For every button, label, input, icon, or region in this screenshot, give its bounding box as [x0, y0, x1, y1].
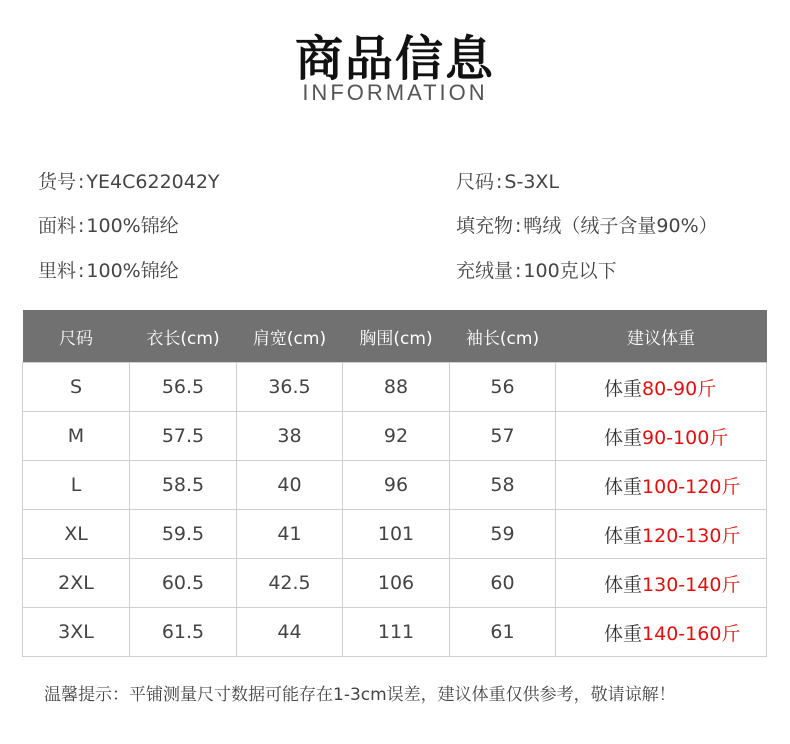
weight-label: 体重: [604, 475, 643, 498]
info-item-fabric: 面料 : 100%锦纶: [38, 215, 179, 237]
info-item-article-number: 货号 : YE4C622042Y: [38, 171, 220, 193]
cell-shoulder: 40: [237, 461, 343, 510]
cell-size: L: [23, 461, 130, 510]
cell-shoulder: 38: [237, 412, 343, 461]
info-value: 鸭绒（绒子含量90%）: [523, 215, 718, 237]
table-row: [23, 412, 767, 461]
cell-shoulder: 42.5: [237, 559, 343, 608]
cell-size: S: [23, 363, 130, 412]
weight-label: 体重: [604, 377, 643, 400]
cell-sleeve: 56: [450, 363, 556, 412]
table-row: [23, 510, 767, 559]
cell-size: M: [23, 412, 130, 461]
cell-size: XL: [23, 510, 130, 559]
table-header-row: [23, 310, 767, 363]
cell-chest: 96: [343, 461, 450, 510]
cell-length: 58.5: [130, 461, 237, 510]
cell-weight: [556, 559, 767, 608]
info-item-lining: 里料 : 100%锦纶: [38, 260, 179, 282]
cell-shoulder: 36.5: [237, 363, 343, 412]
cell-weight: [556, 461, 767, 510]
cell-size: 3XL: [23, 608, 130, 657]
weight-range: 100-120斤: [642, 475, 741, 498]
cell-shoulder: 44: [237, 608, 343, 657]
info-label: 充绒量: [456, 260, 514, 282]
info-label: 面料: [38, 215, 77, 237]
table-row: [23, 608, 767, 657]
cell-length: 61.5: [130, 608, 237, 657]
weight-label: 体重: [604, 573, 643, 596]
info-value: 100%锦纶: [86, 215, 179, 237]
info-value: 100%锦纶: [86, 260, 179, 282]
cell-weight: [556, 363, 767, 412]
cell-weight: [556, 412, 767, 461]
page-subtitle: INFORMATION: [302, 80, 488, 105]
cell-length: 57.5: [130, 412, 237, 461]
cell-size: 2XL: [23, 559, 130, 608]
cell-sleeve: 59: [450, 510, 556, 559]
info-label: 尺码: [456, 171, 495, 193]
cell-chest: 92: [343, 412, 450, 461]
table-row: [23, 363, 767, 412]
info-item-fill-weight: 充绒量 : 100克以下: [456, 260, 617, 282]
cell-sleeve: 60: [450, 559, 556, 608]
column-header-shoulder: 肩宽(cm): [237, 310, 343, 363]
column-header-weight: 建议体重: [556, 310, 767, 363]
cell-weight: [556, 510, 767, 559]
table-row: [23, 461, 767, 510]
weight-range: 120-130斤: [642, 524, 741, 547]
weight-range: 80-90斤: [642, 377, 717, 400]
cell-length: 60.5: [130, 559, 237, 608]
column-header-length: 衣长(cm): [130, 310, 237, 363]
cell-chest: 101: [343, 510, 450, 559]
info-label: 填充物: [456, 215, 514, 237]
page-title: 商品信息: [294, 31, 495, 87]
cell-chest: 88: [343, 363, 450, 412]
info-label: 货号: [38, 171, 77, 193]
cell-shoulder: 41: [237, 510, 343, 559]
info-label: 里料: [38, 260, 77, 282]
weight-label: 体重: [604, 622, 643, 645]
cell-chest: 111: [343, 608, 450, 657]
size-chart-table: [22, 310, 767, 657]
weight-range: 130-140斤: [642, 573, 741, 596]
weight-range: 140-160斤: [642, 622, 741, 645]
cell-chest: 106: [343, 559, 450, 608]
cell-sleeve: 58: [450, 461, 556, 510]
cell-weight: [556, 608, 767, 657]
info-item-size-range: 尺码 : S-3XL: [456, 171, 560, 193]
weight-label: 体重: [604, 426, 643, 449]
info-value: 100克以下: [523, 260, 617, 282]
cell-length: 59.5: [130, 510, 237, 559]
weight-range: 90-100斤: [642, 426, 729, 449]
info-value: S-3XL: [504, 171, 560, 193]
table-row: [23, 559, 767, 608]
cell-sleeve: 61: [450, 608, 556, 657]
column-header-sleeve: 袖长(cm): [450, 310, 556, 363]
column-header-size: 尺码: [23, 310, 130, 363]
cell-sleeve: 57: [450, 412, 556, 461]
column-header-chest: 胸围(cm): [343, 310, 450, 363]
cell-length: 56.5: [130, 363, 237, 412]
weight-label: 体重: [604, 524, 643, 547]
info-item-filling: 填充物 : 鸭绒（绒子含量90%）: [456, 215, 718, 237]
measurement-note: 温馨提示：平铺测量尺寸数据可能存在1-3cm误差，建议体重仅供参考，敬请谅解！: [44, 685, 676, 705]
info-value: YE4C622042Y: [86, 171, 220, 193]
